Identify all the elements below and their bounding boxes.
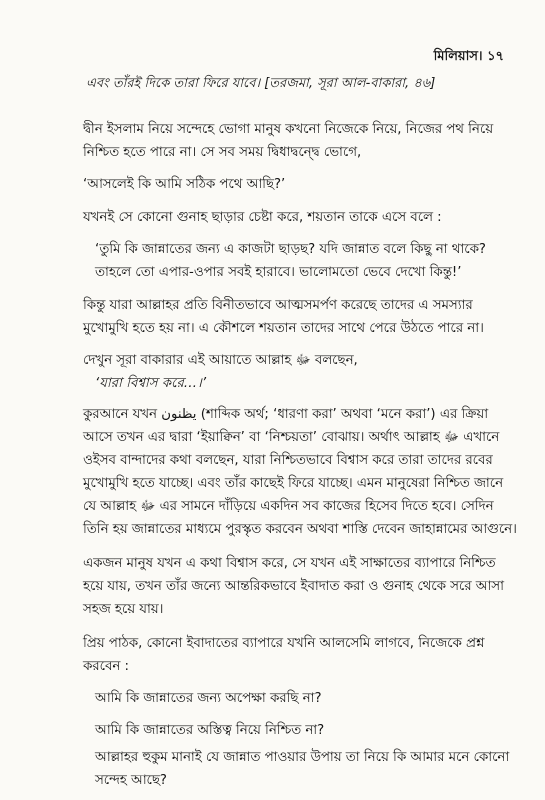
question-item: আল্লাহর হুকুম মানাই যে জান্নাত পাওয়ার উপায় তা নিয়ে কি আমার মনে কোনো সন্দেহ আছে? (95, 750, 510, 788)
paragraph: কুরআনে যখন يظنون (শাব্দিক অর্থ; ‘ধারণা করা’ অথবা ‘মনে করা’) এর ক্রিয়া আসে তখন এর দ্বারা ‘ইয়াক্বিন’ বা ‘নিশ্চয়তা’ বোঝায়। অর্থাৎ আল্লাহ ﷻ এখানে ওইসব বান্দাদের কথা বলছেন, যারা নিশ্চিতভাবে বিশ্বাস করে তারা তাদের রবের মুখোমুখি হতে যাচ্ছে। এবং তাঁর কাছেই ফিরে যাচ্ছে। এমন মানুষেরা নিশ্চিত জানে যে আল্লাহ ﷻ এর সামনে দাঁড়িয়ে একদিন সব কাজের হিসেব দিতে হবে। সেদিন তিনি হয় জান্নাতের মাধ্যমে পুরস্কৃত করবেন অথবা শাস্তি দেবেন জাহান্নামের আগুনে। (83, 407, 517, 537)
paragraph: যখনই সে কোনো গুনাহ ছাড়ার চেষ্টা করে, শয়তান তাকে এসে বলে : (83, 210, 442, 225)
running-head: মিলিয়াস। ১৭ (433, 49, 504, 64)
question-item: আমি কি জান্নাতের অস্তিত্ব নিয়ে নিশ্চিত না? (95, 723, 325, 738)
paragraph: দেখুন সূরা বাকারার এই আয়াতে আল্লাহ ﷻ বলছেন, (83, 353, 358, 368)
paragraph: দ্বীন ইসলাম নিয়ে সন্দেহে ভোগা মানুষ কখনো নিজেকে নিয়ে, নিজের পথ নিয়ে নিশ্চিত হতে পারে না। সে সব সময় দ্বিধাদ্বন্দ্বে ভোগে, (83, 122, 494, 160)
quran-verse-translation: এবং তাঁরই দিকে তারা ফিরে যাবে। [তরজমা, সূরা আল-বাকারা, ৪৬] (86, 76, 436, 91)
paragraph: ‘আসলেই কি আমি সঠিক পথে আছি?’ (83, 177, 286, 192)
question-item: আমি কি জান্নাতের জন্য অপেক্ষা করছি না? (95, 691, 322, 706)
paragraph: প্রিয় পাঠক, কোনো ইবাদাতের ব্যাপারে যখনি আলসেমি লাগবে, নিজেকে প্রশ্ন করবেন : (83, 636, 485, 674)
quoted-passage: ‘তুমি কি জান্নাতের জন্য এ কাজটা ছাড়ছ? যদি জান্নাত বলে কিছু না থাকে? তাহলে তো এপার-ওপার সবই হারাবে। ভালোমতো ভেবে দেখো কিন্তু!’ (95, 242, 486, 280)
paragraph: একজন মানুষ যখন এ কথা বিশ্বাস করে, সে যখন এই সাক্ষাতের ব্যাপারে নিশ্চিত হয়ে যায়, তখন তাঁর জন্যে আন্তরিকভাবে ইবাদাত করা ও গুনাহ থেকে সরে আসা সহজ হয়ে যায়। (83, 556, 504, 617)
quoted-verse: ‘যারা বিশ্বাস করে…।’ (95, 376, 207, 391)
paragraph: কিন্তু যারা আল্লাহর প্রতি বিনীতভাবে আত্মসমর্পণ করেছে তাদের এ সমস্যার মুখোমুখি হতে হয় না। এ কৌশলে শয়তান তাদের সাথে পেরে উঠতে পারে না। (83, 298, 484, 336)
